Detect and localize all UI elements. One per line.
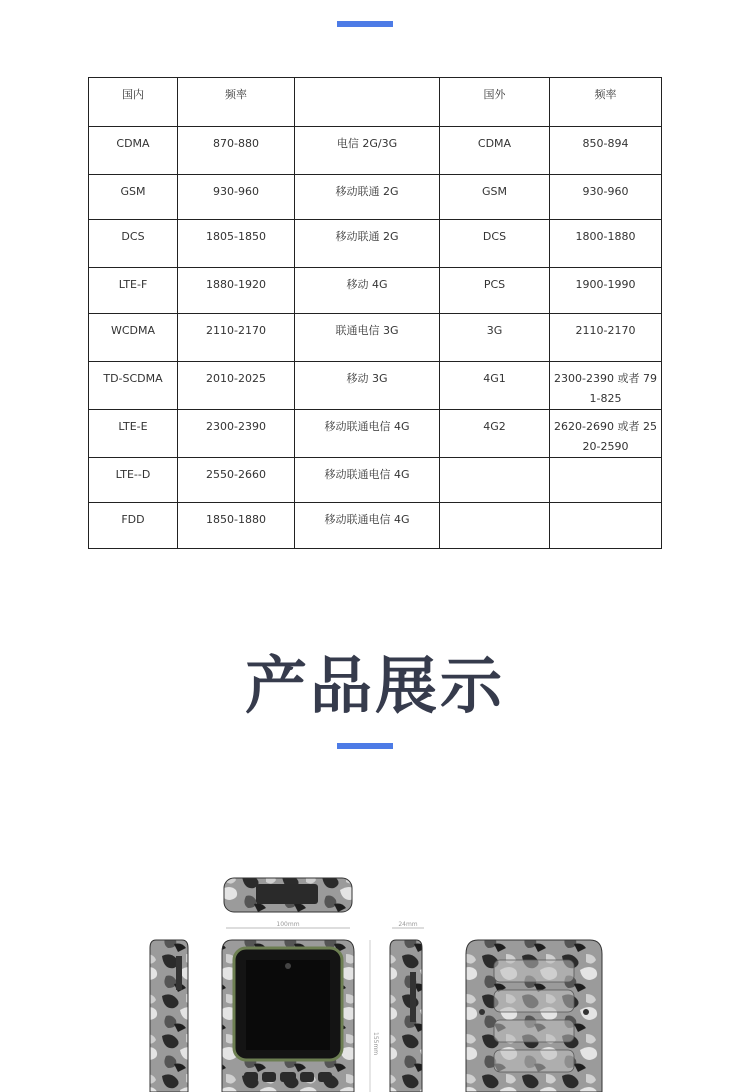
table-cell: 930-960 xyxy=(178,175,295,220)
table-cell: WCDMA xyxy=(89,314,178,362)
table-cell: 1900-1990 xyxy=(550,268,662,314)
table-cell: PCS xyxy=(440,268,550,314)
table-row xyxy=(89,175,662,220)
table-cell: 2010-2025 xyxy=(178,362,295,410)
table-cell: 移动联通电信 4G xyxy=(295,503,440,549)
table-cell: LTE--D xyxy=(89,458,178,503)
table-cell: LTE-E xyxy=(89,410,178,458)
device-top-view xyxy=(224,878,352,912)
table-row xyxy=(89,314,662,362)
table-cell: 870-880 xyxy=(178,127,295,175)
table-cell: LTE-F xyxy=(89,268,178,314)
table-cell: 移动联通电信 4G xyxy=(295,410,440,458)
table-cell: 4G2 xyxy=(440,410,550,458)
table-cell: 2620-2690 或者 2520-2590 xyxy=(550,410,662,458)
device-left-side-view xyxy=(150,940,188,1092)
table-cell: GSM xyxy=(89,175,178,220)
device-front-view xyxy=(222,940,354,1092)
table-row xyxy=(89,362,662,410)
table-cell: DCS xyxy=(89,220,178,268)
table-cell: 3G xyxy=(440,314,550,362)
table-row xyxy=(89,410,662,458)
table-header-row xyxy=(89,78,662,127)
table-cell: 930-960 xyxy=(550,175,662,220)
table-cell xyxy=(550,458,662,503)
table-cell: TD-SCDMA xyxy=(89,362,178,410)
device-back-view xyxy=(466,940,602,1092)
table-cell xyxy=(440,458,550,503)
width-dimension: 100mm xyxy=(276,921,300,928)
table-cell: 2110-2170 xyxy=(178,314,295,362)
table-cell: 1805-1850 xyxy=(178,220,295,268)
table-row xyxy=(89,220,662,268)
table-row xyxy=(89,458,662,503)
table-cell xyxy=(550,503,662,549)
table-row xyxy=(89,127,662,175)
table-cell: GSM xyxy=(440,175,550,220)
table-cell: FDD xyxy=(89,503,178,549)
section-title: 产品展示 xyxy=(244,649,505,722)
header-cell: 国外 xyxy=(440,78,550,127)
header-cell: 频率 xyxy=(550,78,662,127)
top-accent-bar xyxy=(337,21,393,27)
table-cell: 2300-2390 xyxy=(178,410,295,458)
header-cell xyxy=(295,78,440,127)
table-cell: 2300-2390 或者 791-825 xyxy=(550,362,662,410)
table-cell: 移动 3G xyxy=(295,362,440,410)
table-cell: 1800-1880 xyxy=(550,220,662,268)
table-cell: 联通电信 3G xyxy=(295,314,440,362)
section-accent-bar xyxy=(337,743,393,749)
table-cell: 移动联通电信 4G xyxy=(295,458,440,503)
height-dimension: 155mm xyxy=(372,1032,379,1056)
table-cell: CDMA xyxy=(440,127,550,175)
table-cell: 移动 4G xyxy=(295,268,440,314)
table-cell: 4G1 xyxy=(440,362,550,410)
table-cell: 1880-1920 xyxy=(178,268,295,314)
table-cell: 移动联通 2G xyxy=(295,220,440,268)
table-cell: DCS xyxy=(440,220,550,268)
table-row xyxy=(89,503,662,549)
table-cell: 2110-2170 xyxy=(550,314,662,362)
table-cell xyxy=(440,503,550,549)
table-cell: 电信 2G/3G xyxy=(295,127,440,175)
table-cell: 850-894 xyxy=(550,127,662,175)
table-cell: 1850-1880 xyxy=(178,503,295,549)
table-row xyxy=(89,268,662,314)
table-cell: 2550-2660 xyxy=(178,458,295,503)
device-right-side-view xyxy=(390,940,422,1092)
frequency-table xyxy=(88,77,662,549)
table-cell: CDMA xyxy=(89,127,178,175)
depth-dimension: 24mm xyxy=(398,921,418,928)
table-cell: 移动联通 2G xyxy=(295,175,440,220)
product-image xyxy=(0,832,750,1092)
header-cell: 国内 xyxy=(89,78,178,127)
header-cell: 频率 xyxy=(178,78,295,127)
